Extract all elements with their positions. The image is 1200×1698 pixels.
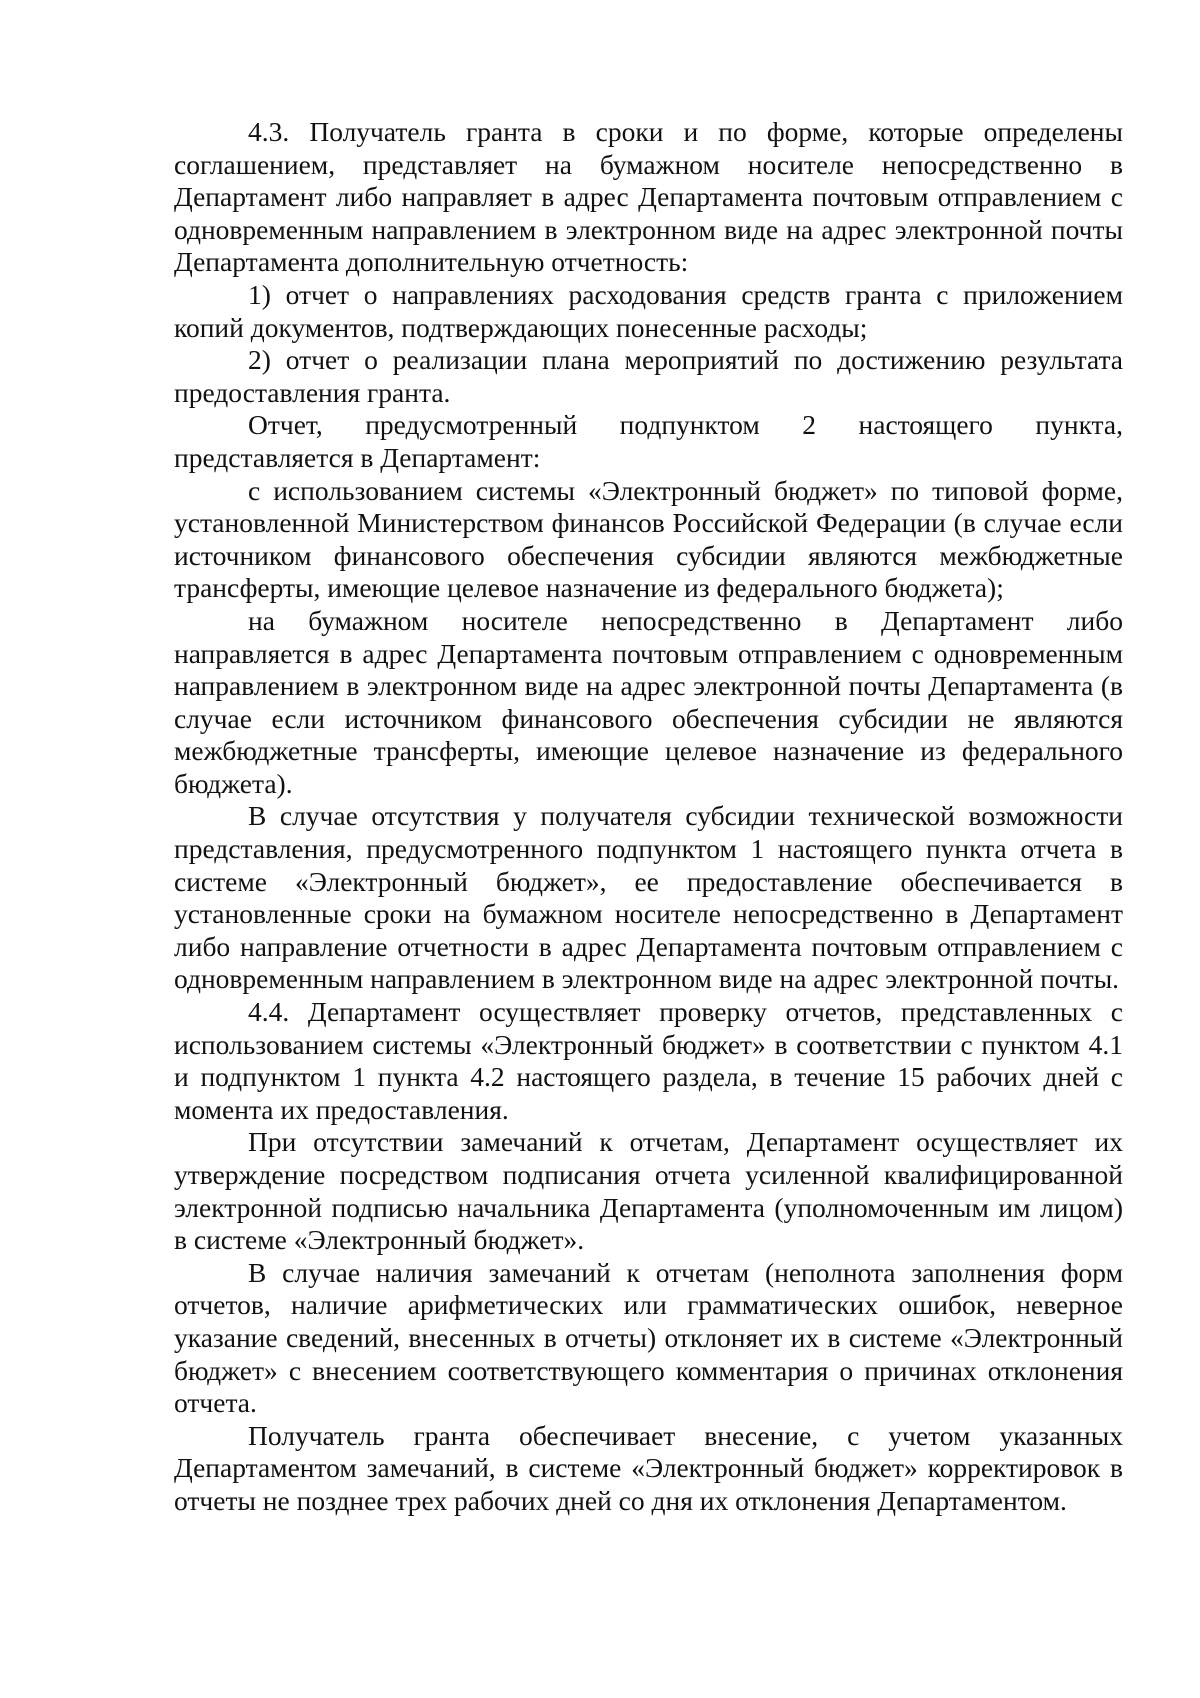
paragraph-4-3-intro: 4.3. Получатель гранта в сроки и по форме, которые определены соглашением, представляет на бумажном носителе непосредственно в Департамент либо направляет в адрес Департамента почтовым отправлением с одновременным направлением в электронном виде на адрес электронной почты Департамента дополнительную отчетность: [174,116,1123,278]
paragraph-corrections: Получатель гранта обеспечивает внесение, с учетом указанных Департаментом замечаний, в системе «Электронный бюджет» корректировок в отчеты не позднее трех рабочих дней со дня их отклонения Департаментом. [174,1419,1123,1516]
paragraph-4-4-verification: 4.4. Департамент осуществляет проверку отчетов, представленных с использованием системы «Электронный бюджет» в соответствии с пунктом 4.1 и подпунктом 1 пункта 4.2 настоящего раздела, в течение 15 рабочих дней с момента их предоставления. [174,996,1123,1125]
paragraph-no-technical-possibility: В случае отсутствия у получателя субсидии технической возможности представления, предусмотренного подпунктом 1 настоящего пункта отчета в системе «Электронный бюджет», ее предоставление обеспечивается в установленные сроки на бумажном носителе непосредственно в Департамент либо направление отчетности в адрес Департамента почтовым отправлением с одновременным направлением в электронном виде на адрес электронной почты. [174,800,1123,995]
paragraph-paper-option: на бумажном носителе непосредственно в Департамент либо направляется в адрес Департамента почтовым отправлением с одновременным направлением в электронном виде на адрес электронной почты Департамента (в случае если источником финансового обеспечения субсидии не являются межбюджетные трансферты, имеющие целевое назначение из федерального бюджета). [174,604,1123,799]
paragraph-subitem-1: 1) отчет о направлениях расходования средств гранта с приложением копий документов, подтверждающих понесенные расходы; [174,278,1123,343]
paragraph-subitem-2: 2) отчет о реализации плана мероприятий по достижению результата предоставления гранта. [174,344,1123,408]
paragraph-electronic-budget-option: с использованием системы «Электронный бюджет» по типовой форме, установленной Министерством финансов Российской Федерации (в случае если источником финансового обеспечения субсидии являются межбюджетные трансферты, имеющие целевое назначение из федерального бюджета); [174,474,1123,604]
document-body [174,116,1123,1518]
paragraph-approval: При отсутствии замечаний к отчетам, Департамент осуществляет их утверждение посредством подписания отчета усиленной квалифицированной электронной подписью начальника Департамента (уполномоченным им лицом) в системе «Электронный бюджет». [174,1126,1123,1256]
paragraph-rejection: В случае наличия замечаний к отчетам (неполнота заполнения форм отчетов, наличие арифметических или грамматических ошибок, неверное указание сведений, внесенных в отчеты) отклоняет их в системе «Электронный бюджет» с внесением соответствующего комментария о причинах отклонения отчета. [174,1256,1123,1419]
paragraph-report-submission: Отчет, предусмотренный подпунктом 2 настоящего пункта, представляется в Департамент: [174,409,1123,473]
